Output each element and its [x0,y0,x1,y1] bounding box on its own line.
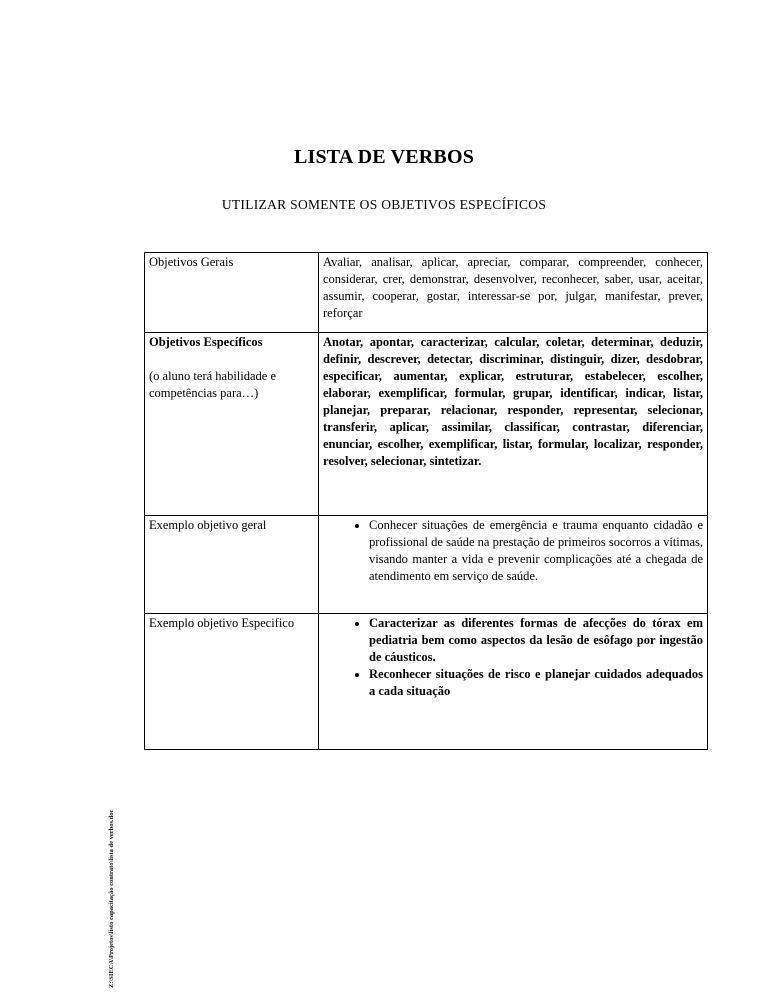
label-note-aluno: (o aluno terá habilidade e competências para…) [149,369,277,400]
label-objetivos-especificos: Objetivos Específicos [149,335,263,349]
side-file-path: Z:\SIECA\Projetos\listo capacitação contrato\lista de verbos.doc [108,809,115,988]
table-row-objetivos-gerais [145,253,708,333]
page-title: LISTA DE VERBOS [293,146,475,168]
value-objetivos-especificos: Anotar, apontar, caracterizar, calcular, coletar, determinar, deduzir, definir, descrever, detectar, discriminar, distinguir, dizer, desdobrar, especificar, aumentar, explicar, estruturar, estabelecer, escolher, elaborar, exemplificar, formular, grupar, identificar, indicar, listar, planejar, preparar, relacionar, responder, representar, selecionar, transferir, aplicar, assimilar, classificar, contrastar, diferenciar, enunciar, escolher, exemplificar, listar, formular, localizar, responder, resolver, selecionar, sintetizar. [319,333,708,516]
value-objetivos-gerais: Avaliar, analisar, aplicar, apreciar, comparar, compreender, conhecer, considerar, crer, demonstrar, desenvolver, reconhecer, saber, usar, aceitar, assumir, cooperar, gostar, interessar-se por, julgar, manifestar, prever, reforçar [319,253,708,333]
label-objetivos-gerais: Objetivos Gerais [145,253,319,333]
list-item: • Conhecer situações de emergência e trauma enquanto cidadão e profissional de saúde na prestação de primeiros socorros a vítimas, visando manter a vida e prevenir complicações até a chegada de atendimento em serviço de saúde. [369,517,703,585]
label-exemplo-especifico: Exemplo objetivo Especifico [145,614,319,750]
verbs-table [144,252,708,750]
label-exemplo-geral: Exemplo objetivo geral [145,516,319,614]
table-row-exemplo-geral [145,516,708,614]
page-subtitle: UTILIZAR SOMENTE OS OBJETIVOS ESPECÍFICOS [221,197,547,212]
value-exemplo-especifico [319,614,708,750]
list-item: • Caracterizar as diferentes formas de afecções do tórax em pediatria bem como aspectos da lesão de esôfago por ingestão de cáusticos. [369,615,703,666]
table-row-exemplo-especifico [145,614,708,750]
table-row-objetivos-especificos [145,333,708,516]
bullet-list [323,517,703,585]
label-cell-objetivos-especificos [145,333,319,516]
bullet-list [323,615,703,700]
list-item: • Reconhecer situações de risco e planejar cuidados adequados a cada situação [369,666,703,700]
value-exemplo-geral [319,516,708,614]
